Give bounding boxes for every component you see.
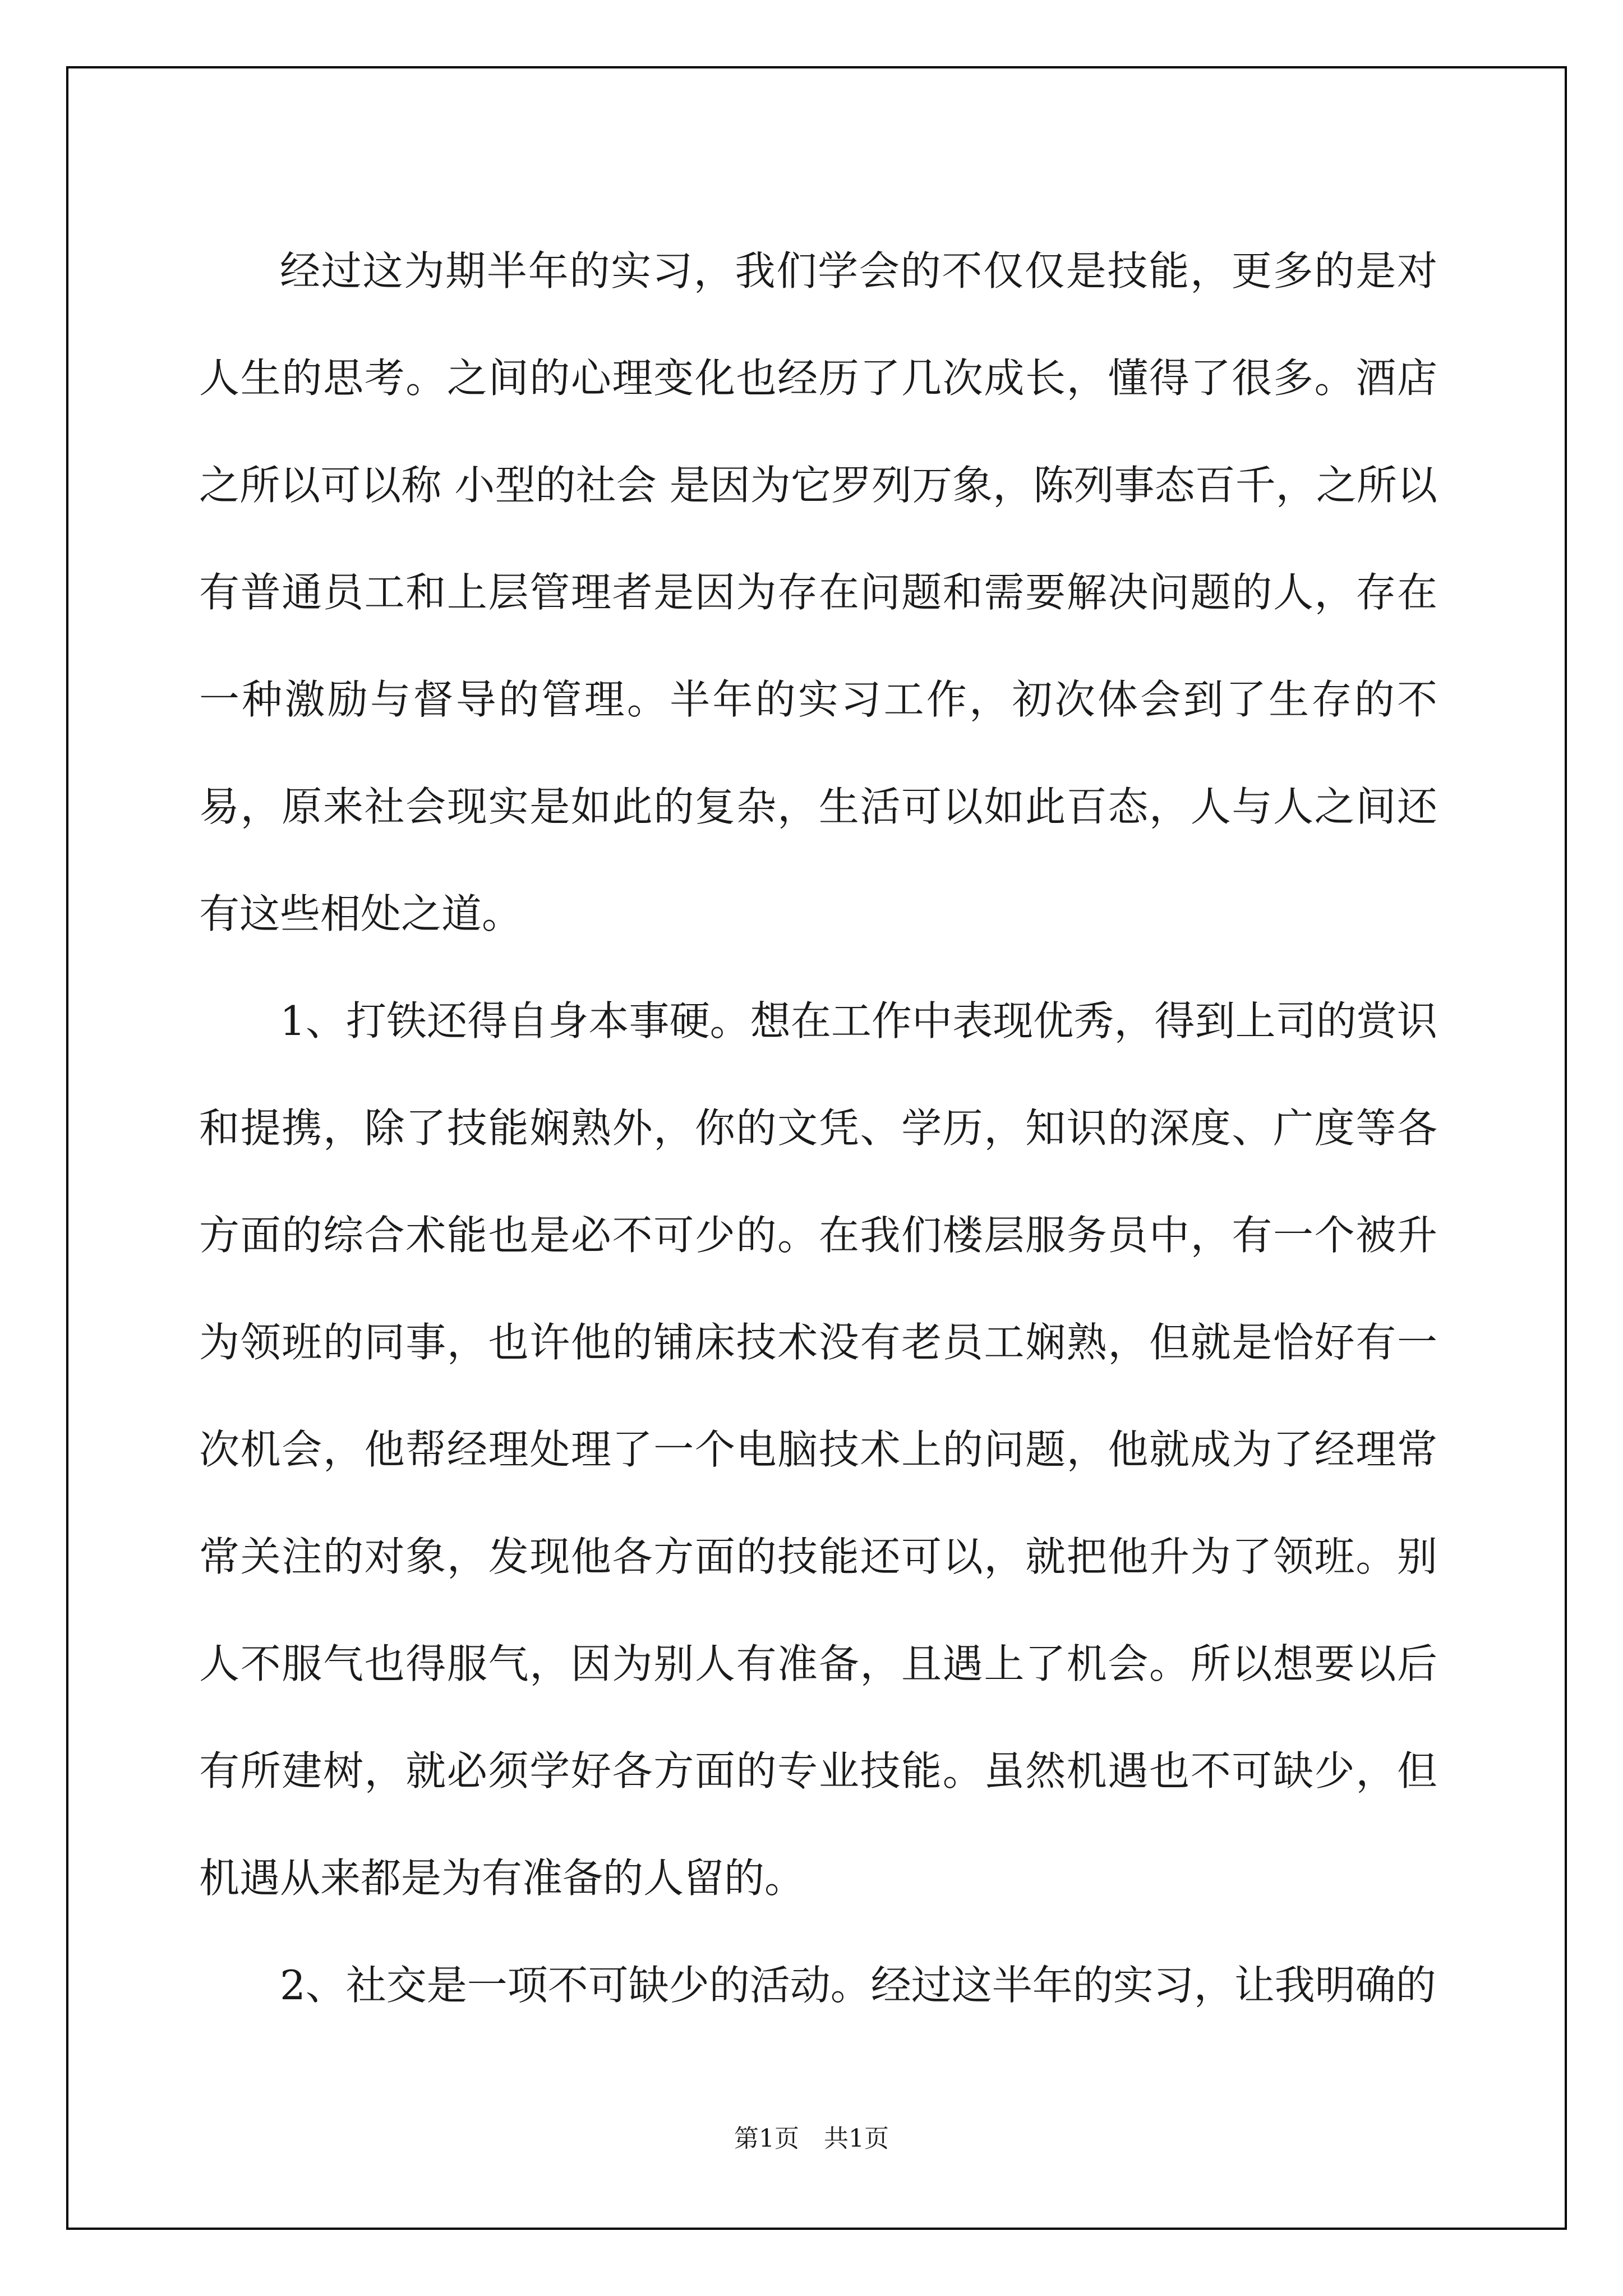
paragraph-intro: 经过这为期半年的实习，我们学会的不仅仅是技能，更多的是对人生的思考。之间的心理变化也经历了几次成长，懂得了很多。酒店之所以可以称 小型的社会 是因为它罗列万象，陈列事态百千，之所以有普通员工和上层管理者是因为存在问题和需要解决问题的人，存在一种激励与督导的管理。半年的实习工作，初次体会到了生存的不易，原来社会现实是如此的复杂，生活可以如此百态，人与人之间还有这些相处之道。	[199, 247, 1437, 937]
document-body	[199, 218, 1437, 2039]
page-footer: 第1页 共1页	[734, 2124, 889, 2153]
paragraph-point-2: 2、社交是一项不可缺少的活动。经过这半年的实习，让我明确的	[280, 1962, 1436, 2009]
paragraph-point-1: 1、打铁还得自身本事硬。想在工作中表现优秀，得到上司的赏识和提携，除了技能娴熟外，你的文凭、学历，知识的深度、广度等各方面的综合术能也是必不可少的。在我们楼层服务员中，有一个被升为领班的同事，也许他的铺床技术没有老员工娴熟，但就是恰好有一次机会，他帮经理处理了一个电脑技术上的问题，他就成为了经理常常关注的对象，发现他各方面的技能还可以，就把他升为了领班。别人不服气也得服气，因为别人有准备，且遇上了机会。所以想要以后有所建树，就必须学好各方面的专业技能。虽然机遇也不可缺少，但机遇从来都是为有准备的人留的。	[199, 997, 1437, 1902]
